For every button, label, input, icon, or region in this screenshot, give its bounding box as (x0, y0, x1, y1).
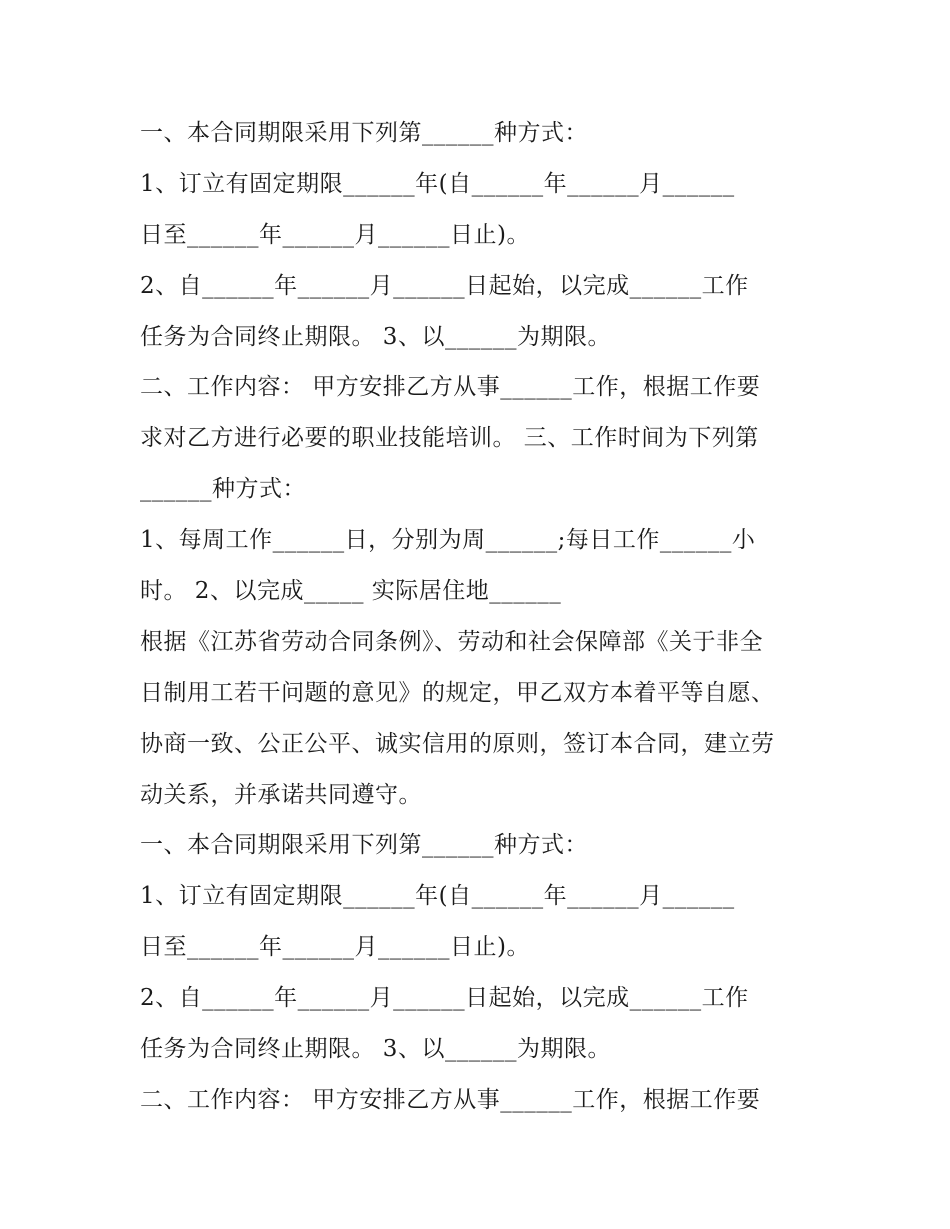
text-line: 1、订立有固定期限______年(自______年______月______ (140, 170, 735, 197)
text-line: 一、本合同期限采用下列第______种方式： (140, 120, 588, 146)
text-line: 二、工作内容： 甲方安排乙方从事______工作，根据工作要 (140, 374, 761, 401)
text-line: 任务为合同终止期限。 3、以______为期限。 (140, 323, 611, 350)
text-line: 一、本合同期限采用下列第______种方式： (140, 832, 588, 859)
text-line: 1、每周工作______日，分别为周______;每日工作______小 (140, 527, 756, 554)
text-line: ______种方式： (140, 476, 306, 503)
text-line: 时。 2、以完成_____ 实际居住地______ (140, 578, 562, 605)
text-line: 协商一致、公正公平、诚实信用的原则，签订本合同，建立劳 (140, 730, 775, 757)
contract-text-body (140, 108, 820, 1126)
text-line: 动关系，并承诺共同遵守。 (140, 781, 422, 808)
text-line: 日至______年______月______日止)。 (140, 221, 530, 248)
text-line: 日制用工若干问题的意见》的规定，甲乙双方本着平等自愿、 (140, 679, 775, 706)
text-line: 根据《江苏省劳动合同条例》、劳动和社会保障部《关于非全 (140, 628, 763, 655)
text-line: 求对乙方进行必要的职业技能培训。 三、工作时间为下列第 (140, 425, 759, 452)
text-line: 二、工作内容： 甲方安排乙方从事______工作，根据工作要 (140, 1086, 761, 1113)
text-line: 任务为合同终止期限。 3、以______为期限。 (140, 1036, 611, 1063)
text-line: 2、自______年______月______日起始，以完成______工作 (140, 272, 749, 299)
text-line: 1、订立有固定期限______年(自______年______月______ (140, 883, 735, 910)
text-line: 2、自______年______月______日起始，以完成______工作 (140, 985, 749, 1012)
text-line: 日至______年______月______日止)。 (140, 934, 530, 961)
